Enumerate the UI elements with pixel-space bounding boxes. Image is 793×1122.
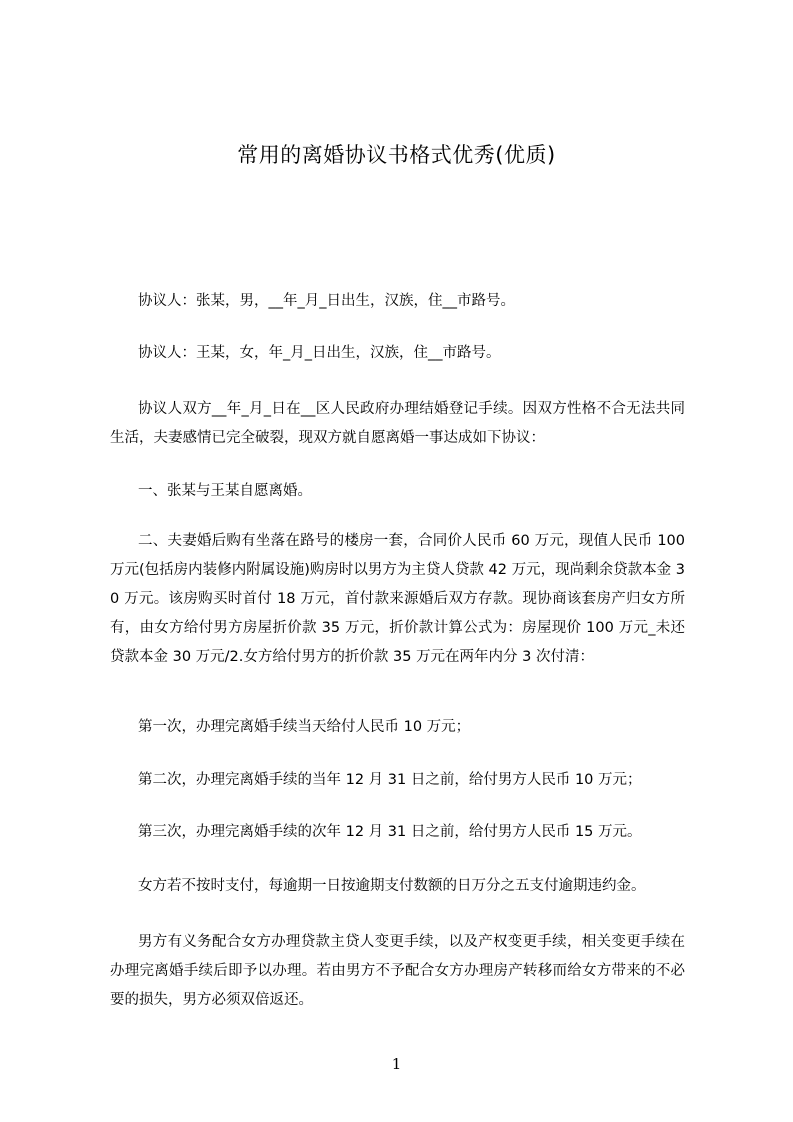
paragraph-payment-3: 第三次，办理完离婚手续的次年 12 月 31 日之前，给付男方人民币 15 万元。 (138, 824, 642, 840)
paragraph-payment-2: 第二次，办理完离婚手续的当年 12 月 31 日之前，给付男方人民币 10 万元； (138, 772, 642, 788)
page-number: 1 (391, 1055, 402, 1073)
document-title: 常用的离婚协议书格式优秀(优质) (237, 143, 556, 167)
paragraph-clause-2: 二、夫妻婚后购有坐落在路号的楼房一套，合同价人民币 60 万元，现值人民币 100 万元(包括房内装修内附属设施)购房时以男方为主贷人贷款 42 万元，现尚剩余贷款本金 30 万元。该房购买时首付 18 万元，首付款来源婚后双方存款。现协商该套房产归女方所有，由女方给付男方房屋折价款 35 万元，折价款计算公式为：房屋现价 100 万元_未还贷款本金 30 万元/2.女方给付男方的折价款 35 万元在两年内分 3 次付清： (110, 533, 685, 665)
paragraph-intro: 协议人双方__年_月_日在__区人民政府办理结婚登记手续。因双方性格不合无法共同生活，夫妻感情已完全破裂，现双方就自愿离婚一事达成如下协议： (110, 401, 685, 446)
paragraph-penalty: 女方若不按时支付，每逾期一日按逾期支付数额的日万分之五支付逾期违约金。 (138, 878, 646, 894)
paragraph-party-1: 协议人：张某，男，__年_月_日出生，汉族，住__市路号。 (138, 293, 515, 309)
paragraph-party-2: 协议人：王某，女，年_月_日出生，汉族，住__市路号。 (138, 345, 501, 361)
paragraph-payment-1: 第一次，办理完离婚手续当天给付人民币 10 万元； (138, 719, 471, 735)
paragraph-obligation: 男方有义务配合女方办理贷款主贷人变更手续，以及产权变更手续，相关变更手续在办理完离婚手续后即予以办理。若由男方不予配合女方办理房产转移而给女方带来的不必要的损失，男方必须双倍返还。 (110, 934, 685, 1008)
paragraph-clause-1: 一、张某与王某自愿离婚。 (138, 483, 312, 499)
